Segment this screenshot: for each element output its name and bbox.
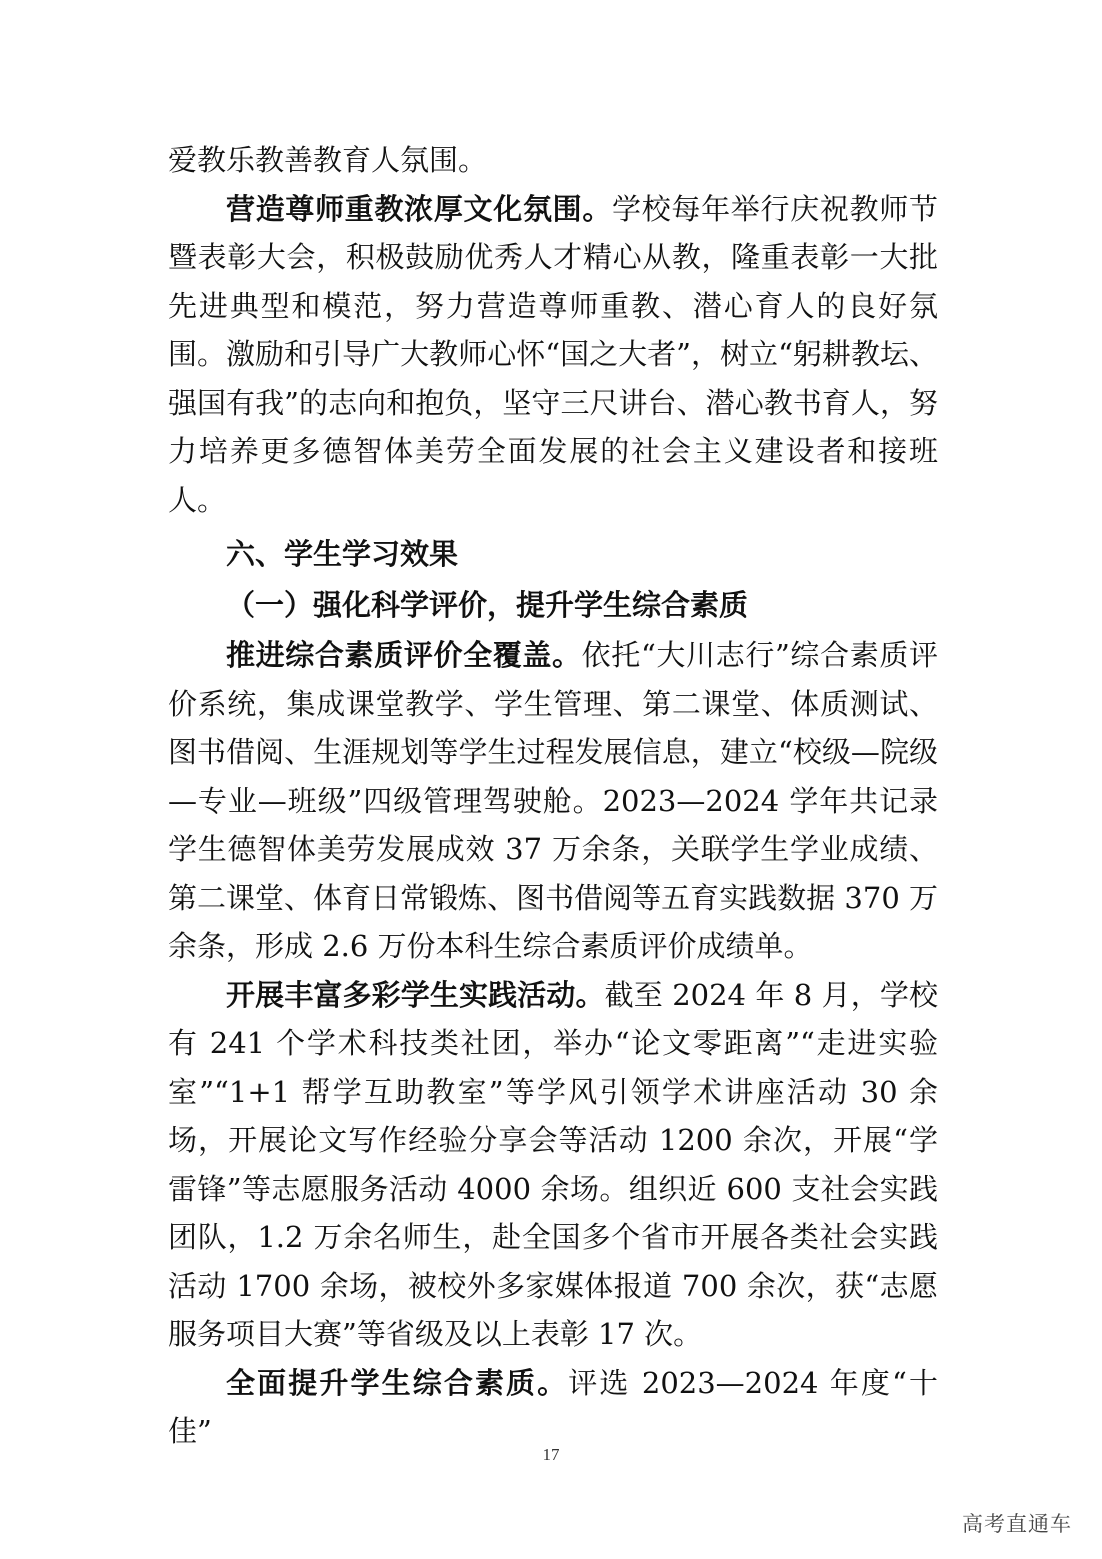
subsection-heading: （一）强化科学评价，提升学生综合素质 xyxy=(226,587,749,622)
paragraph-body: 评选 2023—2024 年度“十佳” xyxy=(168,1365,938,1448)
page-number: 17 xyxy=(542,1445,560,1464)
paragraph-body: 截至 2024 年 8 月，学校有 241 个学术科技类社团，举办“论文零距离”“走进实验室”“1+1 帮学互助教室”等学风引领学术讲座活动 30 余场，开展论文写作经验分享会等活动 1200 余次，开展“学雷锋”等志愿服务活动 4000 余场。组织近 600 支社会实践团队，1.2 万余名师生，赴全国多个省市开展各类社会实践活动 1700 余场，被校外多家媒体报道 700 余次，获“志愿服务项目大赛”等省级及以上表彰 17 次。 xyxy=(168,977,938,1351)
paragraph-comprehensive-evaluation xyxy=(168,631,938,971)
section-heading: 六、学生学习效果 xyxy=(226,537,459,571)
paragraph-lead: 全面提升学生综合素质。 xyxy=(226,1365,569,1400)
document-body xyxy=(168,136,938,1456)
paragraph-lead: 推进综合素质评价全覆盖。 xyxy=(226,638,582,672)
paragraph-lead: 开展丰富多彩学生实践活动。 xyxy=(226,977,605,1012)
paragraph-lead: 营造尊师重教浓厚文化氛围。 xyxy=(226,191,613,226)
paragraph-overall-quality xyxy=(168,1359,938,1456)
paragraph-respect-teachers xyxy=(168,185,938,525)
paragraph-practice-activities xyxy=(168,971,938,1359)
paragraph-body: 爱教乐教善教育人氛围。 xyxy=(168,143,488,177)
paragraph-body: 学校每年举行庆祝教师节暨表彰大会，积极鼓励优秀人才精心从教，隆重表彰一大批先进典型和模范，努力营造尊师重教、潜心育人的良好氛围。激励和引导广大教师心怀“国之大者”，树立“躬耕教坛、强国有我”的志向和抱负，坚守三尺讲台、潜心教书育人，努力培养更多德智体美劳全面发展的社会主义建设者和接班人。 xyxy=(168,191,938,517)
watermark-text: 高考直通车 xyxy=(962,1512,1072,1536)
paragraph-body: 依托“大川志行”综合素质评价系统，集成课堂教学、学生管理、第二课堂、体质测试、图书借阅、生涯规划等学生过程发展信息，建立“校级—院级—专业—班级”四级管理驾驶舱。2023—2024 学年共记录学生德智体美劳发展成效 37 万余条，关联学生学业成绩、第二课堂、体育日常锻炼、图书借阅等五育实践数据 370 万余条，形成 2.6 万份本科生综合素质评价成绩单。 xyxy=(168,638,938,963)
paragraph-continuation xyxy=(168,136,938,185)
